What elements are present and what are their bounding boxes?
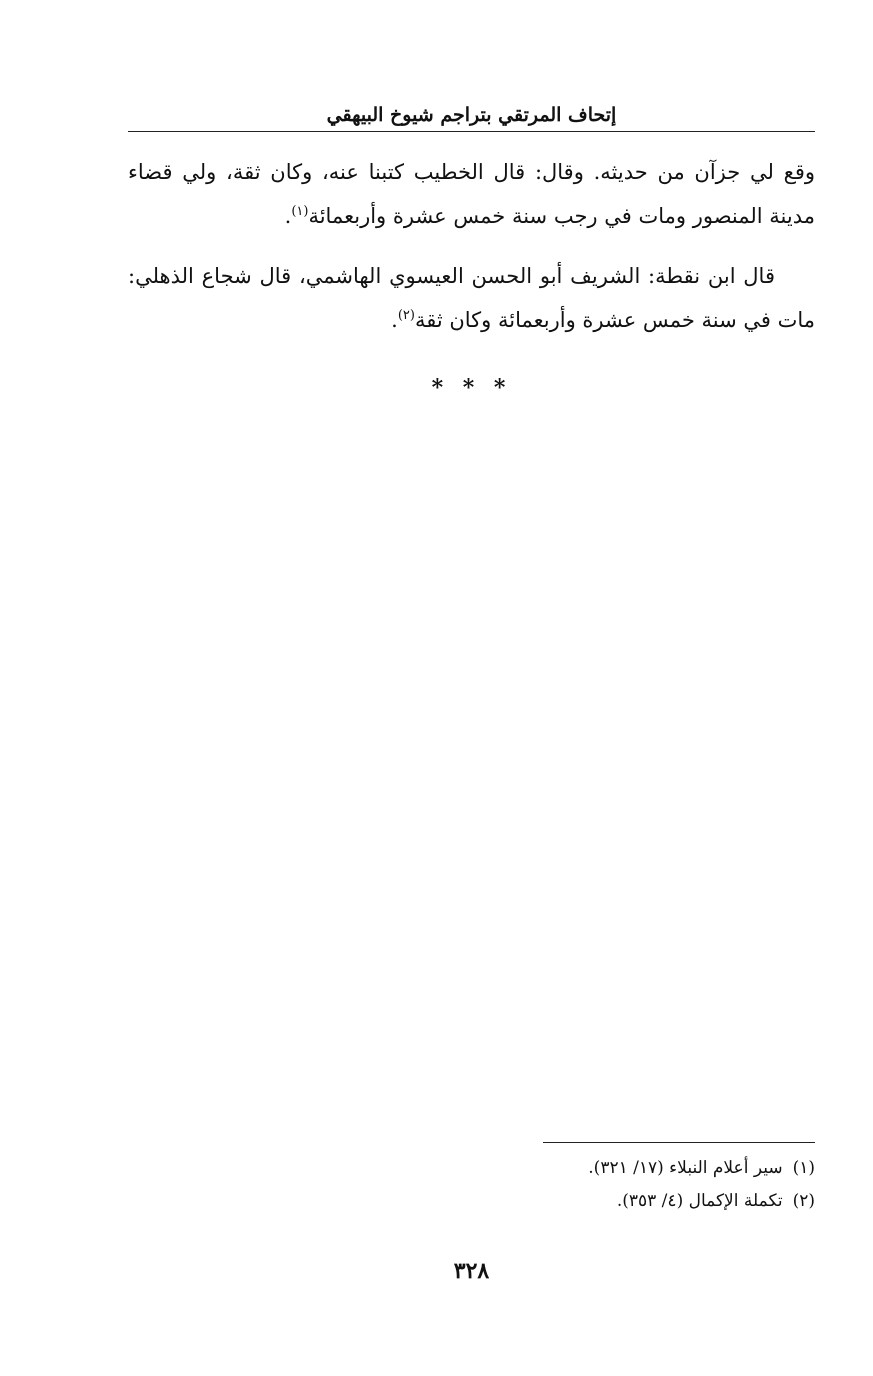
footnote-marker: (٢) <box>792 1191 815 1211</box>
running-title: إتحاف المرتقي بتراجم شيوخ البيهقي <box>326 104 617 126</box>
footnote-2 <box>128 1185 815 1218</box>
footnote-1 <box>128 1152 815 1185</box>
section-separator: * * * <box>431 375 512 401</box>
footnote-rule <box>543 1142 815 1143</box>
paragraph-2-period: . <box>391 308 398 332</box>
paragraph-1-period: . <box>284 204 292 228</box>
paragraph-1 <box>128 150 815 238</box>
footnotes <box>128 1152 815 1218</box>
page-number: ٣٢٨ <box>453 1258 490 1284</box>
footnote-ref-1: (١) <box>291 204 309 219</box>
footnote-text: تكملة الإكمال (٤/ ٣٥٣). <box>616 1191 783 1211</box>
paragraph-2 <box>128 254 815 342</box>
paragraph-1-text: وقع لي جزآن من حديثه. وقال: قال الخطيب كتبنا عنه، وكان ثقة، ولي قضاء مدينة المنصور ومات في رجب سنة خمس عشرة وأربعمائة <box>128 160 815 228</box>
footnote-ref-2: (٢) <box>397 308 415 323</box>
main-text <box>128 150 815 342</box>
footnote-marker: (١) <box>792 1158 815 1178</box>
footnote-text: سير أعلام النبلاء (١٧/ ٣٢١). <box>588 1158 783 1178</box>
header-rule <box>128 131 815 132</box>
paragraph-2-text: قال ابن نقطة: الشريف أبو الحسن العيسوي الهاشمي، قال شجاع الذهلي: مات في سنة خمس عشرة وأربعمائة وكان ثقة <box>128 264 815 332</box>
